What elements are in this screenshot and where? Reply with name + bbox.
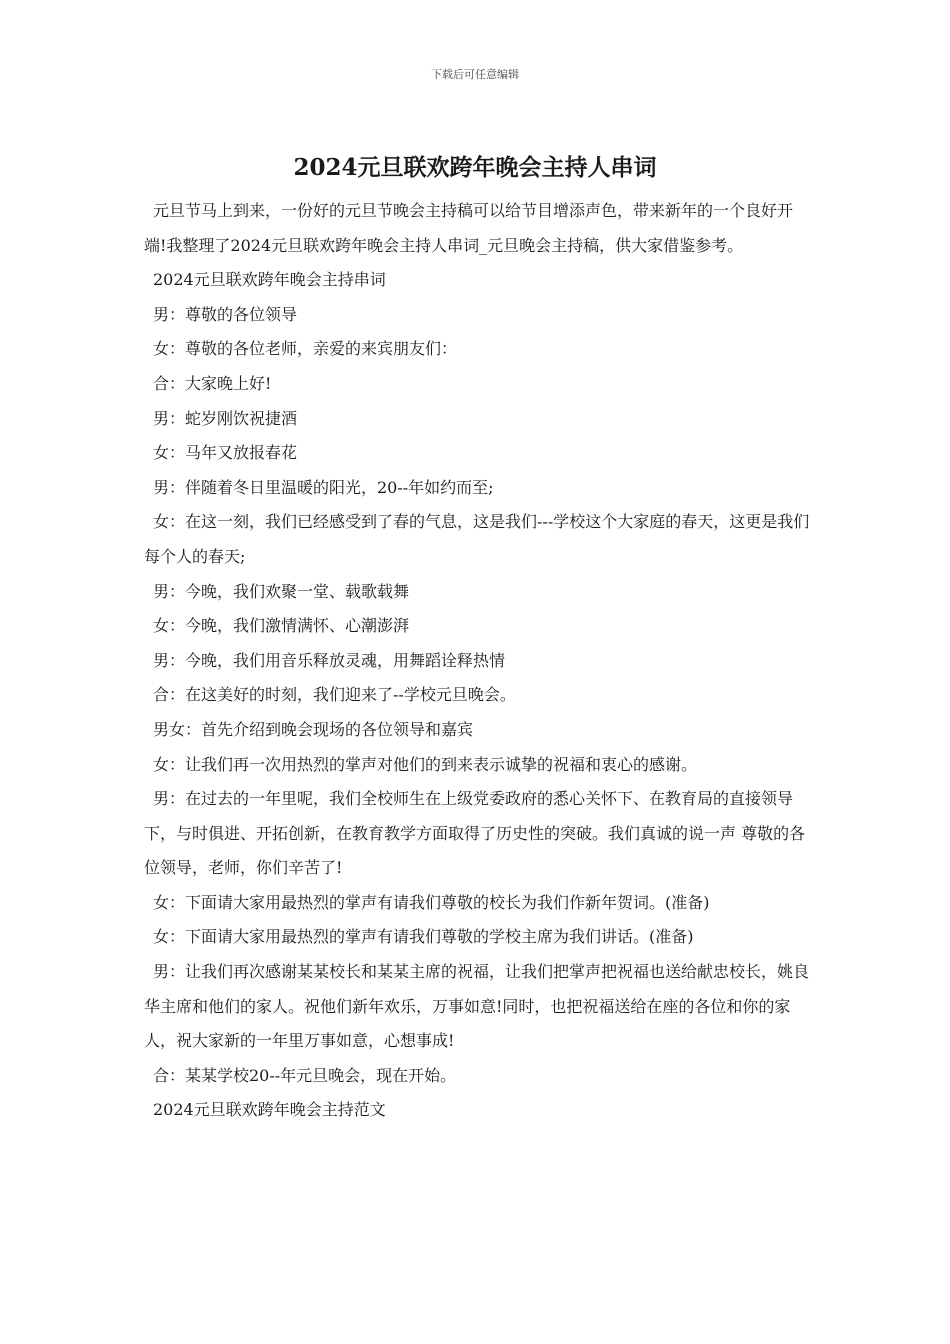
script-line: 女：尊敬的各位老师，亲爱的来宾朋友们：: [153, 339, 458, 359]
script-line: 合：某某学校20--年元旦晚会，现在开始。: [153, 1065, 457, 1085]
script-line: 男：蛇岁刚饮祝捷酒: [153, 408, 298, 428]
script-line: 男：在过去的一年里呢，我们全校师生在上级党委政府的悉心关怀下、在教育局的直接领导下，与时俱进、开拓创新，在教育教学方面取得了历史性的突破。我们真诚的说一声 尊敬的各位领导，老师，你们辛苦了!: [144, 789, 806, 878]
script-line: 男：今晚，我们欢聚一堂、载歌载舞: [153, 581, 410, 601]
script-line: 女：马年又放报春花: [153, 443, 298, 463]
script-line: 女：让我们再一次用热烈的掌声对他们的到来表示诚挚的祝福和衷心的感谢。: [153, 754, 698, 774]
script-line: 男：今晚，我们用音乐释放灵魂，用舞蹈诠释热情: [153, 650, 506, 670]
section-heading: 2024元旦联欢跨年晚会主持串词: [153, 270, 386, 290]
script-line: 男：让我们再次感谢某某校长和某某主席的祝福，让我们把掌声把祝福也送给献忠校长，姚良华主席和他们的家人。祝他们新年欢乐，万事如意!同时，也把祝福送给在座的各位和你的家人，祝大家新的一年里万事如意，心想事成!: [144, 962, 810, 1051]
script-line: 男：尊敬的各位领导: [153, 304, 298, 324]
script-line: 男：伴随着冬日里温暖的阳光，20--年如约而至;: [153, 477, 494, 497]
page-header-note: 下载后可任意编辑: [431, 68, 519, 81]
script-line: 女：下面请大家用最热烈的掌声有请我们尊敬的校长为我们作新年贺词。(准备): [153, 892, 710, 912]
script-line: 女：下面请大家用最热烈的掌声有请我们尊敬的学校主席为我们讲话。(准备): [153, 927, 694, 947]
script-line: 女：今晚，我们激情满怀、心潮澎湃: [153, 616, 410, 636]
document-title: 2024元旦联欢跨年晚会主持人串词: [293, 154, 657, 181]
script-line: 女：在这一刻，我们已经感受到了春的气息，这是我们---学校这个大家庭的春天，这更是我们每个人的春天;: [144, 512, 810, 566]
paragraph: 元旦节马上到来，一份好的元旦节晚会主持稿可以给节目增添声色，带来新年的一个良好开端!我整理了2024元旦联欢跨年晚会主持人串词_元旦晚会主持稿，供大家借鉴参考。: [144, 201, 794, 255]
script-line: 合：大家晚上好!: [153, 373, 272, 393]
script-line: 合：在这美好的时刻，我们迎来了--学校元旦晚会。: [153, 685, 516, 705]
document-body: [144, 194, 814, 1128]
section-heading: 2024元旦联欢跨年晚会主持范文: [153, 1100, 386, 1120]
script-line: 男女：首先介绍到晚会现场的各位领导和嘉宾: [153, 719, 474, 739]
